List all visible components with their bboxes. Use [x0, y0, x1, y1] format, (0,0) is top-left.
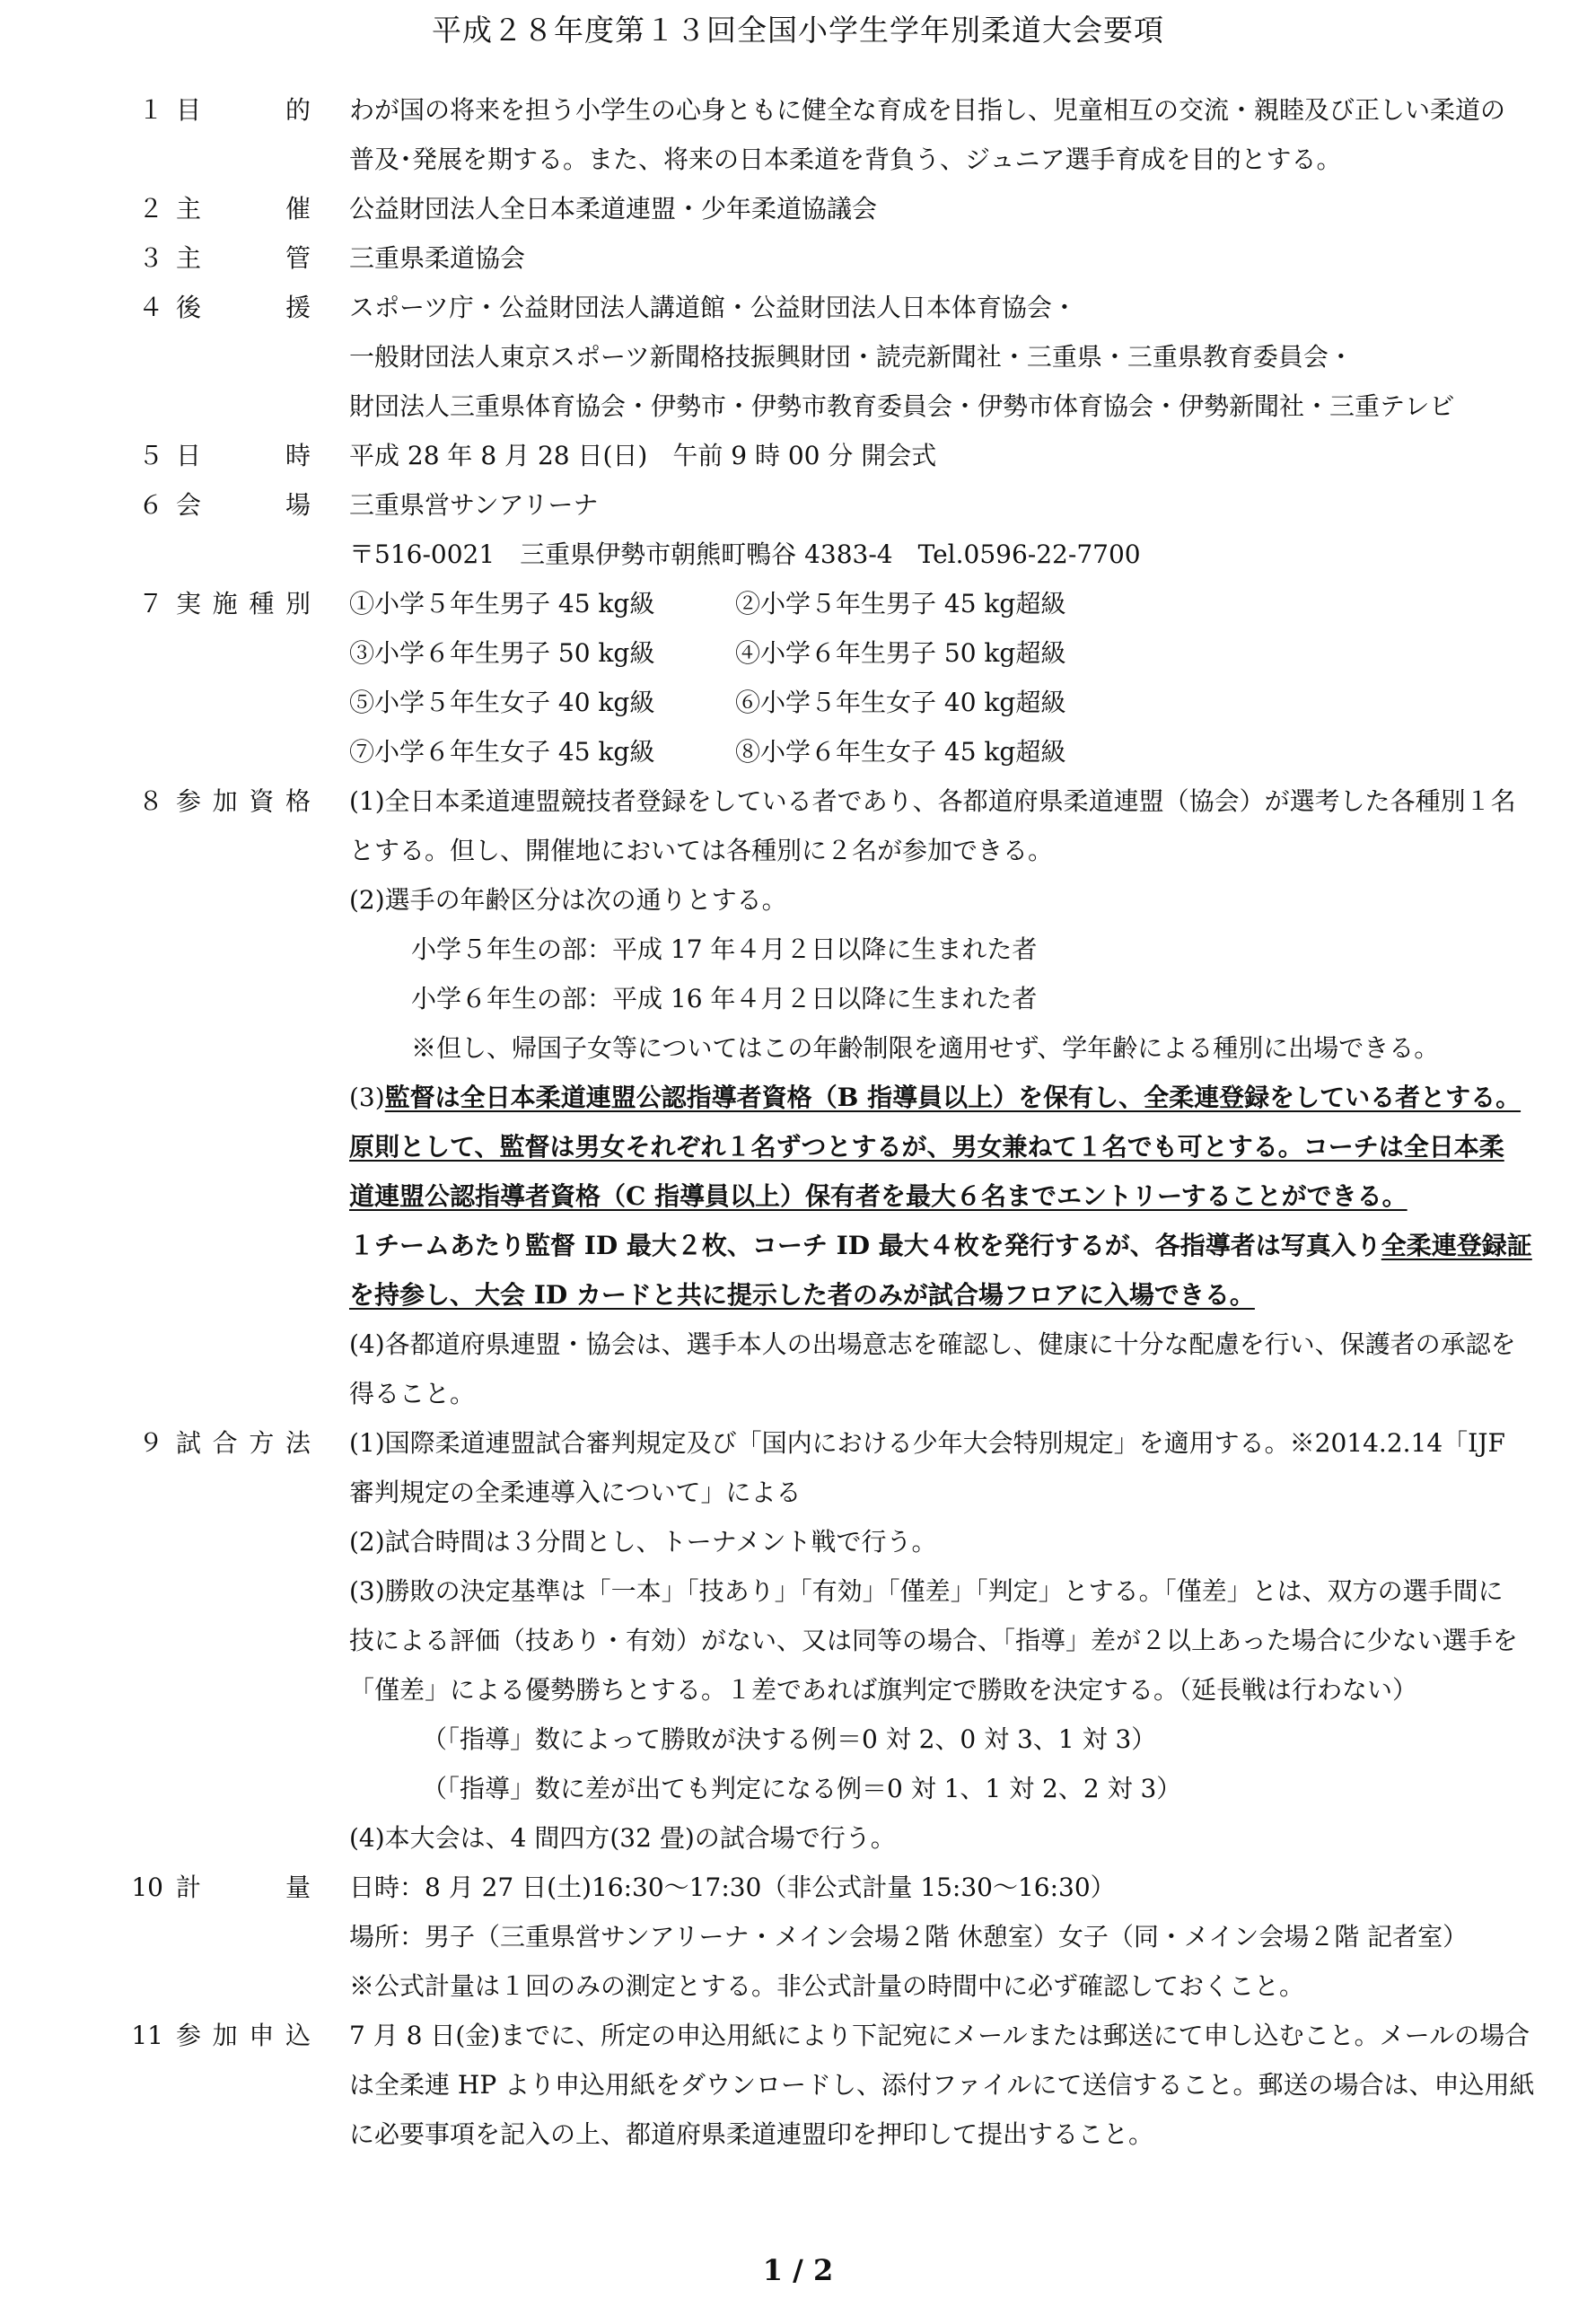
section-10-line-3 [0, 1961, 1596, 2012]
section-label: 主 催 [176, 194, 311, 224]
section-text: (1)国際柔道連盟試合審判規定及び「国内における少年大会特別規定」を適用する。※2014.2.14「IJF [349, 1428, 1505, 1458]
section-text: 普及･発展を期する。また、将来の日本柔道を背負う、ジュニア選手育成を目的とする。 [349, 145, 1342, 174]
category-item: ⑥小学５年生女子 40 kg超級 [735, 688, 1066, 717]
section-label: 会 場 [176, 490, 311, 520]
section-3 [0, 233, 1596, 284]
category-item: ②小学５年生男子 45 kg超級 [735, 589, 1066, 618]
page-number: 1 / 2 [762, 2253, 834, 2287]
section-7-row-4 [0, 727, 1596, 777]
section-label: 計 量 [176, 1873, 311, 1902]
section-text: わが国の将来を担う小学生の心身ともに健全な育成を目指し、児童相互の交流・親睦及び正しい柔道の [349, 95, 1506, 125]
section-9-line-5 [0, 1616, 1596, 1666]
section-text: （「指導」数に差が出ても判定になる例＝0 対 1、1 対 2、2 対 3） [422, 1774, 1182, 1803]
section-number: １ [137, 95, 163, 125]
section-11-line-1 [0, 2011, 1596, 2061]
section-text: (2)選手の年齢区分は次の通りとする。 [349, 885, 787, 915]
section-text: (4)各都道府県連盟・協会は、選手本人の出場意志を確認し、健康に十分な配慮を行い、保護者の承認を [349, 1329, 1516, 1359]
section-text: 財団法人三重県体育協会・伊勢市・伊勢市教育委員会・伊勢市体育協会・伊勢新聞社・三重テレビ [349, 391, 1455, 421]
section-10-line-2 [0, 1912, 1596, 1962]
section-1-line-2 [0, 135, 1596, 185]
section-8-line-7 [0, 1073, 1596, 1123]
section-text: 三重県営サンアリーナ [349, 490, 599, 520]
section-9-line-1 [0, 1418, 1596, 1469]
section-number: ５ [137, 441, 163, 470]
section-4-line-2 [0, 332, 1596, 382]
section-label: 日 時 [176, 441, 311, 470]
section-2 [0, 184, 1596, 234]
section-6-line-2 [0, 530, 1596, 580]
section-number: ８ [137, 786, 163, 816]
section-text: 小学５年生の部：平成 17 年４月２日以降に生まれた者 [411, 934, 1038, 964]
section-text: 日時：8 月 27 日(土)16:30～17:30（非公式計量 15:30～16:30） [349, 1873, 1116, 1902]
section-text: 小学６年生の部：平成 16 年４月２日以降に生まれた者 [411, 984, 1038, 1013]
section-label: 目 的 [176, 95, 311, 125]
section-number: ２ [137, 194, 163, 224]
section-text: 7 月 8 日(金)までに、所定の申込用紙により下記宛にメールまたは郵送にて申し込むこと。メールの場合 [349, 2021, 1530, 2050]
section-text: (2)試合時間は３分間とし、トーナメント戦で行う。 [349, 1527, 937, 1557]
emphasis-text: 道連盟公認指導者資格（C 指導員以上）保有者を最大６名までエントリーすることができる。 [349, 1181, 1407, 1211]
section-number: 10 [131, 1873, 163, 1902]
section-text: (3)勝敗の決定基準は「一本」「技あり」「有効」「僅差」「判定」とする。「僅差」とは、双方の選手間に [349, 1576, 1504, 1606]
section-7-row-3 [0, 678, 1596, 728]
section-8-line-4 [0, 925, 1596, 975]
section-8-line-9 [0, 1171, 1596, 1222]
section-8-line-11 [0, 1270, 1596, 1320]
section-label: 参 加 資 格 [176, 786, 311, 816]
section-1-line-1 [0, 85, 1596, 136]
emphasis-text: 監督は全日本柔道連盟公認指導者資格（B 指導員以上）を保有し、全柔連登録をしている者とする。 [384, 1083, 1521, 1112]
section-text: 得ること。 [349, 1379, 476, 1408]
section-6-line-1 [0, 480, 1596, 531]
section-text: 平成 28 年 8 月 28 日(日) 午前 9 時 00 分 開会式 [349, 441, 937, 470]
section-label: 主 管 [176, 243, 311, 273]
section-8-line-1 [0, 776, 1596, 827]
section-label: 後 援 [176, 293, 311, 322]
section-number: ７ [137, 589, 163, 618]
section-text: は全柔連 HP より申込用紙をダウンロードし、添付ファイルにて送信すること。郵送の場合は、申込用紙 [349, 2070, 1535, 2100]
category-item: ⑦小学６年生女子 45 kg級 [349, 737, 655, 767]
section-text: 技による評価（技あり・有効）がない、又は同等の場合、「指導」差が２以上あった場合に少ない選手を [349, 1626, 1518, 1655]
section-5 [0, 431, 1596, 481]
section-9-line-4 [0, 1566, 1596, 1617]
section-text: 場所：男子（三重県営サンアリーナ・メイン会場２階 休憩室）女子（同・メイン会場２階 記者室） [349, 1922, 1469, 1952]
section-number: ９ [137, 1428, 163, 1458]
section-text: ※公式計量は１回のみの測定とする。非公式計量の時間中に必ず確認しておくこと。 [349, 1971, 1305, 2001]
section-8-line-6 [0, 1023, 1596, 1074]
section-text: 一般財団法人東京スポーツ新聞格技振興財団・読売新聞社・三重県・三重県教育委員会・ [349, 342, 1354, 372]
section-label: 実 施 種 別 [176, 589, 311, 618]
section-text: (1)全日本柔道連盟競技者登録をしている者であり、各都道府県柔道連盟（協会）が選考した各種別１名 [349, 786, 1516, 816]
section-text: スポーツ庁・公益財団法人講道館・公益財団法人日本体育協会・ [349, 293, 1077, 322]
section-11-line-2 [0, 2060, 1596, 2110]
section-8-line-10 [0, 1221, 1596, 1271]
category-item: ⑤小学５年生女子 40 kg級 [349, 688, 655, 717]
emphasis-text: １チームあたり監督 ID 最大２枚、コーチ ID 最大４枚を発行するが、各指導者は写真入り全柔連登録証 [349, 1231, 1532, 1260]
section-8-line-3 [0, 875, 1596, 925]
category-item: ③小学６年生男子 50 kg級 [349, 638, 655, 668]
section-text: 審判規定の全柔連導入について」による [349, 1478, 802, 1507]
category-item: ①小学５年生男子 45 kg級 [349, 589, 655, 618]
section-text: 公益財団法人全日本柔道連盟・少年柔道協議会 [349, 194, 878, 224]
section-number: ４ [137, 293, 163, 322]
section-text: (4)本大会は、4 間四方(32 畳)の試合場で行う。 [349, 1823, 896, 1853]
section-text: 三重県柔道協会 [349, 243, 526, 273]
emphasis-text: を持参し、大会 ID カードと共に提示した者のみが試合場フロアに入場できる。 [349, 1280, 1255, 1310]
category-item: ④小学６年生男子 50 kg超級 [735, 638, 1066, 668]
section-4-line-1 [0, 283, 1596, 333]
section-8-line-2 [0, 826, 1596, 876]
section-8-line-8 [0, 1122, 1596, 1172]
section-9-line-3 [0, 1517, 1596, 1567]
section-8-line-13 [0, 1369, 1596, 1419]
section-number: ３ [137, 243, 163, 273]
section-text: とする。但し、開催地においては各種別に２名が参加できる。 [349, 836, 1054, 865]
section-8-line-5 [0, 974, 1596, 1024]
section-text: （「指導」数によって勝敗が決する例＝0 対 2、0 対 3、1 対 3） [422, 1724, 1157, 1754]
section-7-row-2 [0, 628, 1596, 679]
section-number: ６ [137, 490, 163, 520]
section-11-line-3 [0, 2109, 1596, 2160]
section-9-line-2 [0, 1468, 1596, 1518]
section-text: 「僅差」による優勢勝ちとする。１差であれば旗判定で勝敗を決定する。（延長戦は行わない） [349, 1675, 1418, 1705]
section-label: 試 合 方 法 [176, 1428, 311, 1458]
emphasis-text: 原則として、監督は男女それぞれ１名ずつとするが、男女兼ねて１名でも可とする。コーチは全日本柔 [349, 1132, 1504, 1162]
section-7-row-1 [0, 579, 1596, 629]
section-text: 〒516-0021 三重県伊勢市朝熊町鴨谷 4383-4 Tel.0596-22-7700 [349, 539, 1141, 569]
section-label: 参 加 申 込 [176, 2021, 311, 2050]
section-number: 11 [131, 2021, 163, 2050]
section-text: ※但し、帰国子女等についてはこの年齢制限を適用せず、学年齢による種別に出場できる。 [411, 1033, 1440, 1063]
section-text: に必要事項を記入の上、都道府県柔道連盟印を押印して提出すること。 [349, 2119, 1154, 2149]
section-9-line-8 [0, 1764, 1596, 1814]
section-4-line-3 [0, 382, 1596, 432]
category-item: ⑧小学６年生女子 45 kg超級 [735, 737, 1066, 767]
section-9-line-9 [0, 1813, 1596, 1864]
section-10-line-1 [0, 1863, 1596, 1913]
section-9-line-6 [0, 1665, 1596, 1715]
section-text: (3)監督は全日本柔道連盟公認指導者資格（B 指導員以上）を保有し、全柔連登録をしている者とする。 [349, 1083, 1521, 1112]
document-title: 平成２８年度第１３回全国小学生学年別柔道大会要項 [432, 13, 1164, 48]
section-8-line-12 [0, 1320, 1596, 1370]
section-9-line-7 [0, 1715, 1596, 1765]
